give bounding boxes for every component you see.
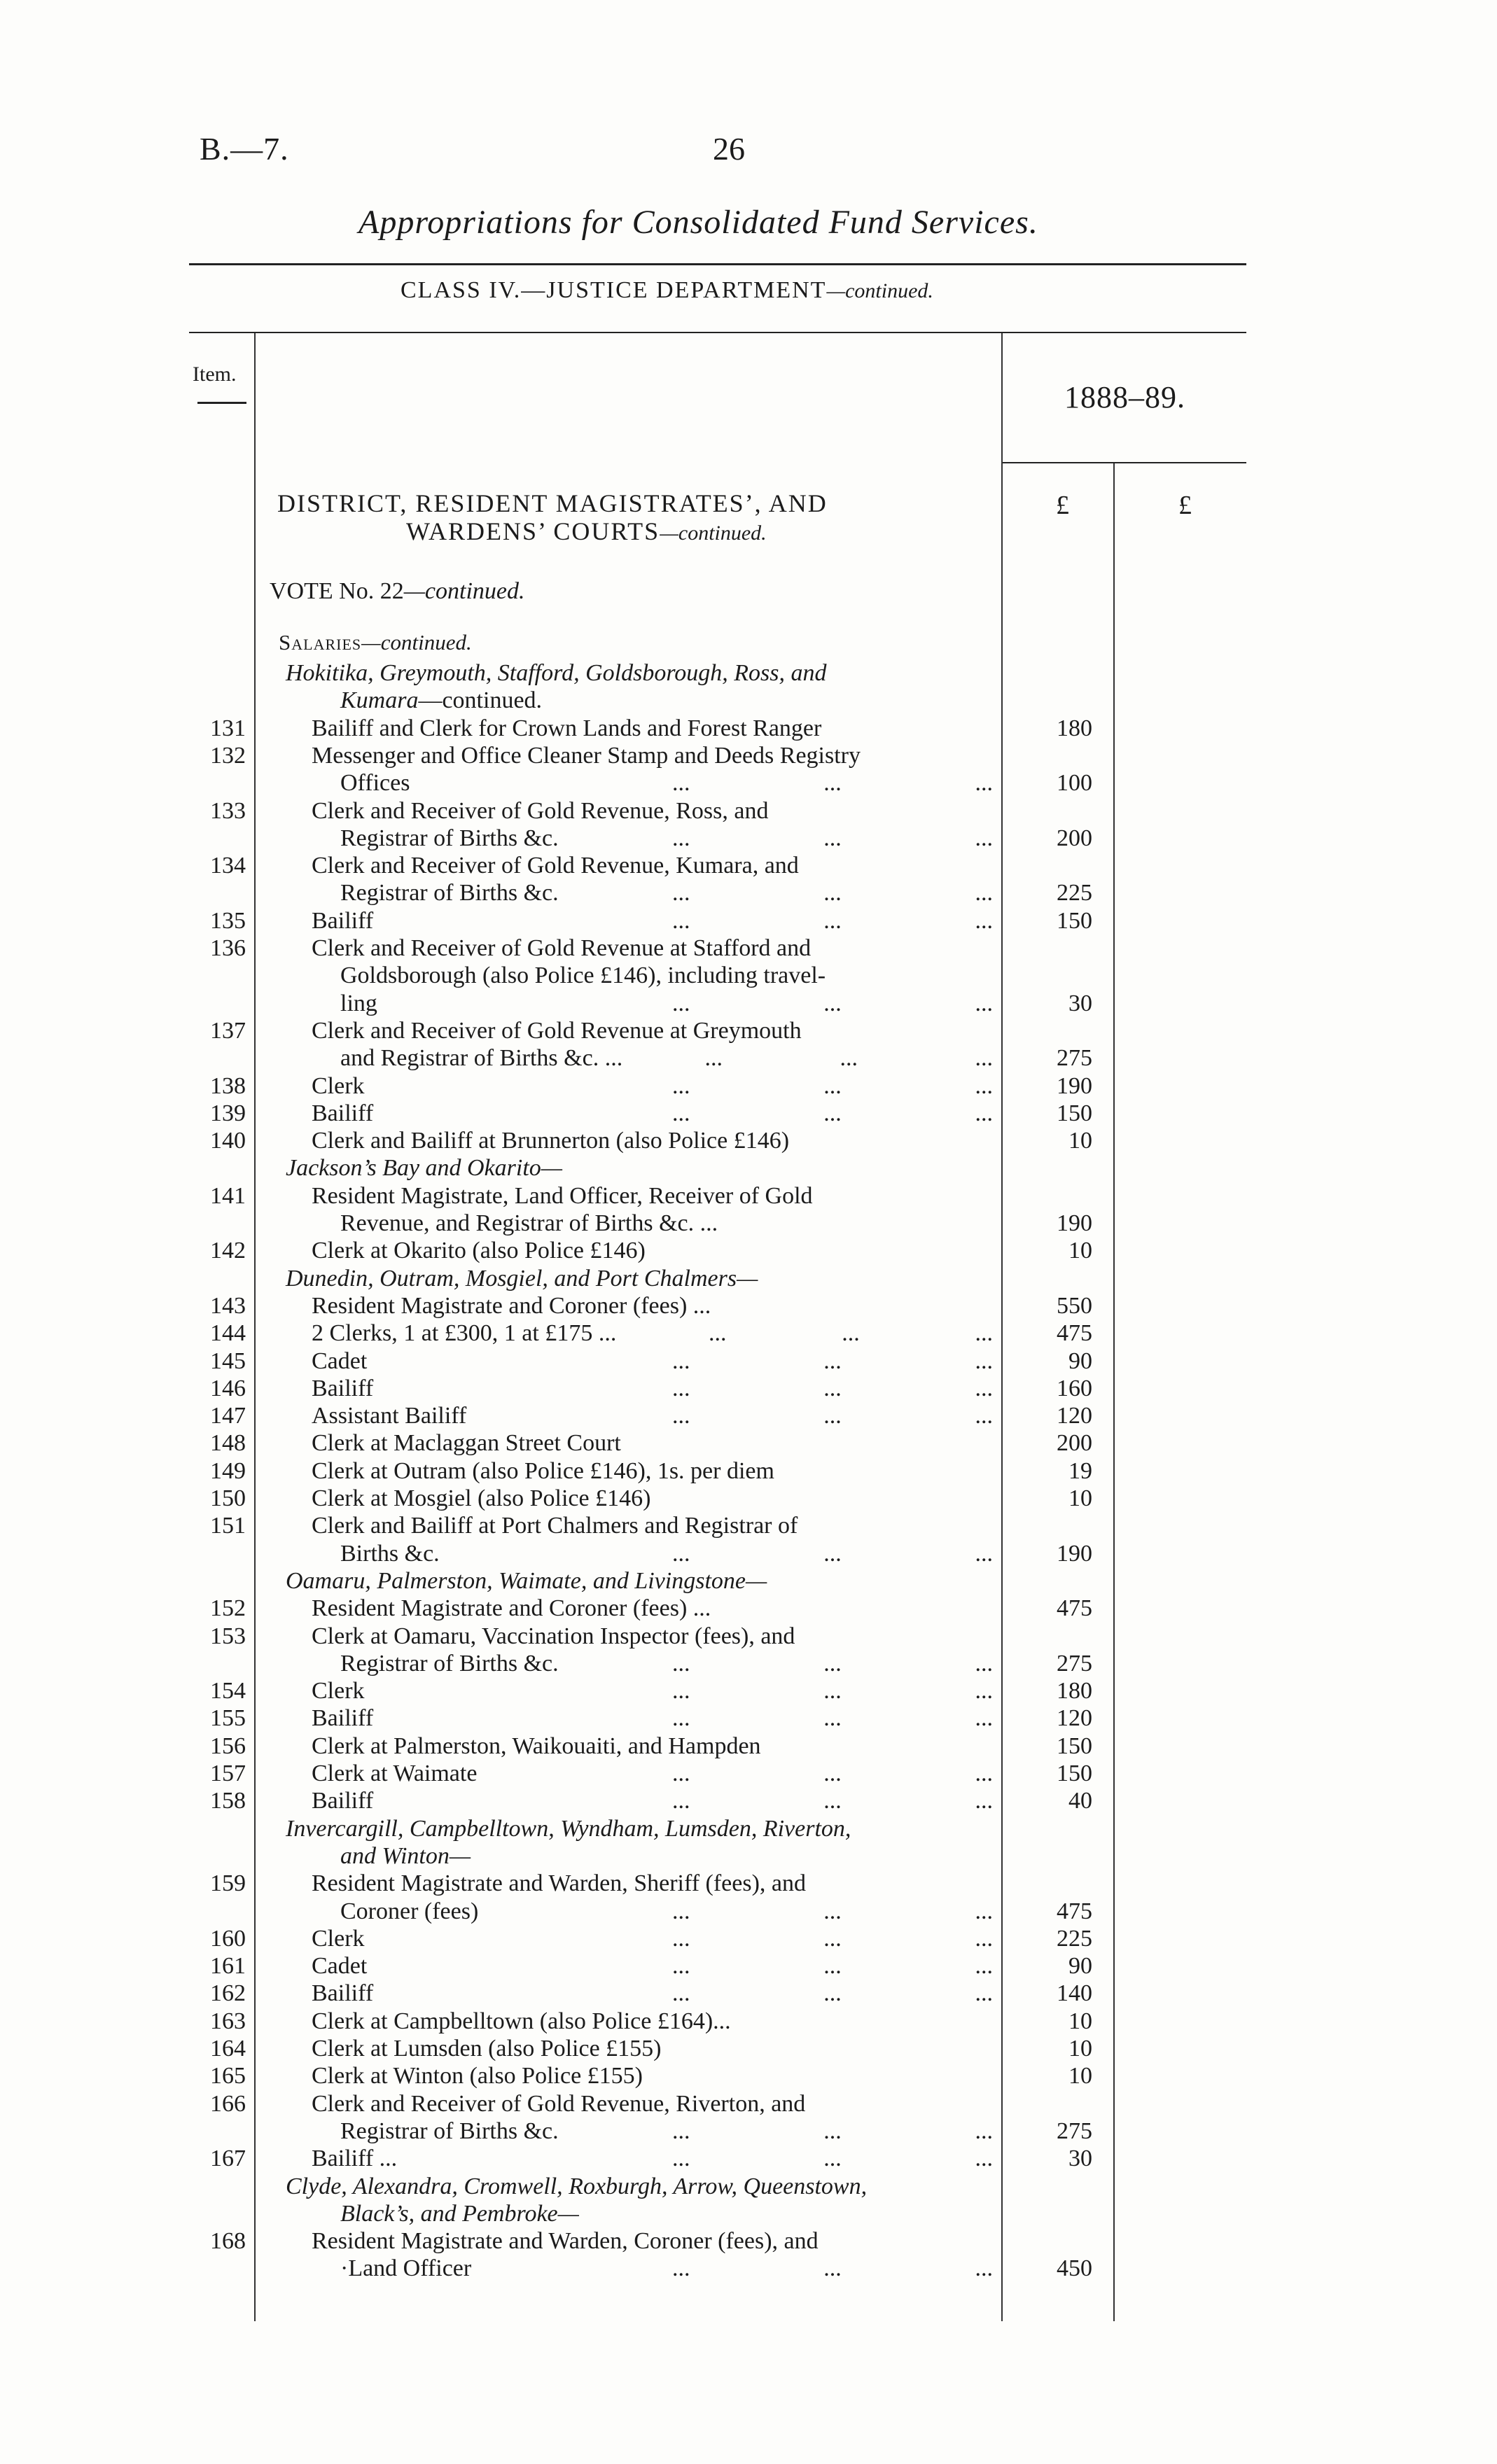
item-number: 134	[210, 853, 246, 878]
item-description: Cadet	[312, 1348, 368, 1374]
leader-dots: ... ... ...	[672, 825, 993, 851]
item-description: Clerk at Oamaru, Vaccination Inspector (fees), and	[312, 1623, 795, 1649]
item-description: Clerk and Bailiff at Brunnerton (also Police £146)	[312, 1128, 790, 1154]
page-title: Appropriations for Consolidated Fund Services.	[358, 204, 1038, 241]
table-row	[0, 1429, 1497, 1457]
table-row	[0, 1154, 1497, 1182]
amount-value: 550	[1057, 1293, 1092, 1319]
salaries-heading	[279, 630, 472, 655]
item-description: Bailiff	[312, 1100, 374, 1126]
table-row	[0, 715, 1497, 743]
table-row	[0, 1072, 1497, 1100]
leader-dots: ... ... ...	[672, 2255, 993, 2281]
item-description: Resident Magistrate and Coroner (fees) ...	[312, 1595, 711, 1621]
table-row	[0, 769, 1497, 797]
amount-value: 200	[1057, 1430, 1092, 1456]
leader-dots: ... ... ...	[672, 1403, 993, 1429]
item-description: Clerk and Receiver of Gold Revenue at Stafford and	[312, 935, 812, 961]
district-heading: Dunedin, Outram, Mosgiel, and Port Chalmers—	[286, 1266, 758, 1292]
table-row	[0, 1457, 1497, 1485]
year-header: 1888–89.	[1064, 380, 1185, 414]
amount-value: 180	[1057, 1678, 1092, 1704]
item-number: 160	[210, 1926, 246, 1952]
rule-year-under	[1003, 462, 1246, 463]
leader-dots: ... ... ...	[672, 2146, 993, 2171]
table-row	[0, 687, 1497, 715]
item-description: Resident Magistrate and Warden, Coroner (fees), and	[312, 2228, 819, 2254]
item-number: 138	[210, 1073, 246, 1099]
amount-value: 275	[1057, 1045, 1092, 1071]
leader-dots: ... ... ...	[672, 770, 993, 796]
table-row	[0, 825, 1497, 853]
rule-table-top	[189, 332, 1246, 333]
leader-dots: ... ... ...	[672, 1760, 993, 1786]
table-row	[0, 1512, 1497, 1540]
item-number: 152	[210, 1595, 246, 1621]
table-row	[0, 1787, 1497, 1815]
amount-value: 450	[1057, 2255, 1092, 2281]
item-description: Bailiff	[312, 1705, 374, 1731]
amount-value: 120	[1057, 1705, 1092, 1731]
leader-dots: ... ... ...	[672, 1898, 993, 1924]
item-number: 167	[210, 2146, 246, 2171]
item-description: ·Land Officer	[340, 2255, 472, 2281]
amount-value: 40	[1068, 1788, 1092, 1814]
leader-dots: ... ... ...	[672, 1926, 993, 1952]
leader-dots: ... ... ...	[672, 908, 993, 934]
district-heading: and Winton—	[340, 1843, 471, 1869]
item-number: 164	[210, 2036, 246, 2062]
salaries-label: Salaries	[279, 630, 362, 654]
item-number: 148	[210, 1430, 246, 1456]
table-row	[0, 2255, 1497, 2283]
table-row	[0, 797, 1497, 825]
item-number: 154	[210, 1678, 246, 1704]
table-row	[0, 1540, 1497, 1568]
item-description: Coroner (fees)	[340, 1898, 479, 1924]
item-number: 136	[210, 935, 246, 961]
vote-label: VOTE No. 22	[270, 578, 404, 604]
item-description: Clerk	[312, 1073, 365, 1099]
item-description: Clerk at Mosgiel (also Police £146)	[312, 1485, 651, 1511]
leader-dots: ... ... ...	[672, 1705, 993, 1731]
item-number: 165	[210, 2063, 246, 2089]
item-number: 151	[210, 1513, 246, 1539]
item-description: Clerk at Outram (also Police £146), 1s. per diem	[312, 1458, 774, 1484]
amount-value: 10	[1068, 1128, 1092, 1154]
continued-suffix: —continued.	[418, 687, 543, 713]
item-number: 159	[210, 1870, 246, 1896]
table-row	[0, 2035, 1497, 2063]
amount-value: 10	[1068, 2036, 1092, 2062]
amount-value: 200	[1057, 825, 1092, 851]
table-row	[0, 879, 1497, 907]
item-description: Resident Magistrate and Warden, Sheriff (fees), and	[312, 1870, 806, 1896]
item-number: 143	[210, 1293, 246, 1319]
item-description: Clerk at Palmerston, Waikouaiti, and Hampden	[312, 1733, 761, 1759]
item-description: Cadet	[312, 1953, 368, 1979]
amount-value: 225	[1057, 880, 1092, 906]
item-description: ling	[340, 990, 377, 1016]
item-description: Bailiff and Clerk for Crown Lands and Forest Ranger	[312, 715, 822, 741]
table-row	[0, 1348, 1497, 1376]
item-number: 141	[210, 1183, 246, 1209]
item-number: 145	[210, 1348, 246, 1374]
amount-value: 10	[1068, 2063, 1092, 2089]
item-description: Bailiff	[312, 1376, 374, 1401]
leader-dots: ... ... ...	[672, 1953, 993, 1979]
item-number: 132	[210, 743, 246, 769]
item-description: Clerk and Receiver of Gold Revenue, Ross, and	[312, 798, 769, 824]
vote-continued: —continued.	[403, 578, 525, 604]
item-number: 157	[210, 1760, 246, 1786]
amount-value: 190	[1057, 1210, 1092, 1236]
district-heading: Kumara—continued.	[340, 687, 543, 713]
item-description: Resident Magistrate, Land Officer, Receiver of Gold	[312, 1183, 813, 1209]
amount-value: 150	[1057, 1733, 1092, 1759]
table-row	[0, 1182, 1497, 1210]
table-row	[0, 1237, 1497, 1265]
district-heading: Black’s, and Pembroke—	[340, 2201, 579, 2227]
table-row	[0, 2062, 1497, 2090]
leader-dots: ... ... ...	[672, 1541, 993, 1567]
item-number: 162	[210, 1980, 246, 2006]
table-row	[0, 1732, 1497, 1760]
item-number: 161	[210, 1953, 246, 1979]
item-number: 163	[210, 2008, 246, 2034]
amount-value: 10	[1068, 1485, 1092, 1511]
leader-dots: ... ... ...	[672, 1651, 993, 1676]
item-number: 155	[210, 1705, 246, 1731]
section-heading: DISTRICT, RESIDENT MAGISTRATES’, AND	[277, 489, 828, 517]
amount-value: 225	[1057, 1926, 1092, 1952]
item-description: Registrar of Births &c.	[340, 2118, 559, 2144]
table-row	[0, 2227, 1497, 2255]
table-row	[0, 907, 1497, 935]
leader-dots: ... ... ...	[672, 1073, 993, 1099]
amount-value: 150	[1057, 1100, 1092, 1126]
table-row	[0, 1127, 1497, 1155]
item-description: Clerk at Campbelltown (also Police £164)...	[312, 2008, 731, 2034]
class-continued: —continued.	[826, 279, 933, 302]
district-heading: Hokitika, Greymouth, Stafford, Goldsborough, Ross, and	[286, 660, 827, 686]
item-number: 168	[210, 2228, 246, 2254]
table-row	[0, 1650, 1497, 1678]
table-row	[0, 990, 1497, 1018]
item-description: Births &c.	[340, 1541, 440, 1567]
item-description: Revenue, and Registrar of Births &c. ...	[340, 1210, 718, 1236]
amount-value: 475	[1057, 1898, 1092, 1924]
table-row	[0, 2173, 1497, 2201]
amount-value: 30	[1068, 2146, 1092, 2171]
table-row	[0, 1760, 1497, 1788]
item-description: Registrar of Births &c.	[340, 880, 559, 906]
table-row	[0, 1017, 1497, 1045]
item-number: 150	[210, 1485, 246, 1511]
item-number: 149	[210, 1458, 246, 1484]
amount-value: 190	[1057, 1541, 1092, 1567]
class-label: CLASS IV.—JUSTICE DEPARTMENT	[401, 277, 827, 303]
table-row	[0, 1870, 1497, 1898]
table-row	[0, 659, 1497, 687]
leader-dots: ... ... ...	[672, 1376, 993, 1401]
leader-dots: ... ... ...	[672, 990, 993, 1016]
amount-value: 180	[1057, 715, 1092, 741]
amount-value: 120	[1057, 1403, 1092, 1429]
item-description: Clerk	[312, 1926, 365, 1952]
amount-value: 275	[1057, 1651, 1092, 1676]
item-number: 131	[210, 715, 246, 741]
item-description: Clerk at Lumsden (also Police £155)	[312, 2036, 662, 2062]
leader-dots: ... ... ...	[709, 1320, 993, 1346]
amount-value: 475	[1057, 1595, 1092, 1621]
table-row	[0, 1980, 1497, 2008]
table-row	[0, 1100, 1497, 1128]
item-number: 135	[210, 908, 246, 934]
item-description: Resident Magistrate and Coroner (fees) ...	[312, 1293, 711, 1319]
item-number: 153	[210, 1623, 246, 1649]
rule-top	[189, 263, 1246, 265]
class-heading	[401, 277, 933, 304]
item-description: Offices	[340, 770, 410, 796]
table-row	[0, 1044, 1497, 1072]
item-description: Messenger and Office Cleaner Stamp and Deeds Registry	[312, 743, 861, 769]
table-row	[0, 1320, 1497, 1348]
item-number: 166	[210, 2091, 246, 2117]
item-number: 142	[210, 1238, 246, 1264]
item-description: Registrar of Births &c.	[340, 825, 559, 851]
table-row	[0, 1265, 1497, 1293]
item-description: Bailiff	[312, 1788, 374, 1814]
leader-dots: ... ... ...	[672, 1980, 993, 2006]
table-row	[0, 1485, 1497, 1513]
item-description: Clerk at Waimate	[312, 1760, 478, 1786]
table-row	[0, 1567, 1497, 1595]
section-heading-wardens: WARDENS’ COURTS	[406, 517, 660, 545]
table-row	[0, 1677, 1497, 1705]
vote-heading	[270, 578, 525, 605]
item-description: Clerk and Bailiff at Port Chalmers and Registrar of	[312, 1513, 798, 1539]
amount-value: 475	[1057, 1320, 1092, 1346]
item-number: 133	[210, 798, 246, 824]
table-row	[0, 1925, 1497, 1953]
item-description: Clerk	[312, 1678, 365, 1704]
amount-value: 275	[1057, 2118, 1092, 2144]
amount-value: 150	[1057, 908, 1092, 934]
amount-value: 190	[1057, 1073, 1092, 1099]
table-row	[0, 1595, 1497, 1623]
table-row	[0, 1292, 1497, 1320]
table-row	[0, 742, 1497, 770]
page-number: 26	[713, 131, 745, 167]
district-heading: Invercargill, Campbelltown, Wyndham, Lumsden, Riverton,	[286, 1816, 851, 1842]
table-row	[0, 852, 1497, 880]
item-description: Clerk at Okarito (also Police £146)	[312, 1238, 646, 1264]
item-number: 144	[210, 1320, 246, 1346]
district-heading: Jackson’s Bay and Okarito—	[286, 1155, 563, 1181]
district-heading: Clyde, Alexandra, Cromwell, Roxburgh, Arrow, Queenstown,	[286, 2174, 868, 2199]
item-description: Bailiff ...	[312, 2146, 398, 2171]
item-description: Clerk at Maclaggan Street Court	[312, 1430, 621, 1456]
document-reference: B.—7.	[200, 131, 289, 167]
leader-dots: ... ... ...	[672, 1348, 993, 1374]
amount-value: 90	[1068, 1348, 1092, 1374]
district-heading: Oamaru, Palmerston, Waimate, and Livingstone—	[286, 1568, 767, 1594]
table-row	[0, 2200, 1497, 2228]
leader-dots: ... ... ...	[672, 1100, 993, 1126]
amount-value: 19	[1068, 1458, 1092, 1484]
leader-dots: ... ... ...	[672, 1788, 993, 1814]
item-header-dash	[197, 402, 246, 404]
table-row	[0, 2118, 1497, 2146]
item-description: Assistant Bailiff	[312, 1403, 467, 1429]
table-row	[0, 2090, 1497, 2118]
table-row	[0, 2008, 1497, 2036]
amount-value: 100	[1057, 770, 1092, 796]
item-number: 139	[210, 1100, 246, 1126]
table-row	[0, 2145, 1497, 2173]
item-number: 137	[210, 1018, 246, 1044]
item-number: 156	[210, 1733, 246, 1759]
section-continued: —continued.	[660, 522, 767, 545]
item-number: 147	[210, 1403, 246, 1429]
table-row	[0, 1952, 1497, 1980]
table-row	[0, 1842, 1497, 1870]
item-description: Bailiff	[312, 1980, 374, 2006]
item-description: Clerk and Receiver of Gold Revenue at Greymouth	[312, 1018, 802, 1044]
amount-value: 150	[1057, 1760, 1092, 1786]
pound-symbol-col2: £	[1178, 491, 1192, 520]
section-heading-line2	[406, 517, 767, 546]
amount-value: 30	[1068, 990, 1092, 1016]
amount-value: 140	[1057, 1980, 1092, 2006]
amount-value: 10	[1068, 2008, 1092, 2034]
leader-dots: ... ... ...	[672, 2118, 993, 2144]
leader-dots: ... ... ...	[704, 1045, 993, 1071]
table-row	[0, 1815, 1497, 1843]
table-row	[0, 1898, 1497, 1926]
item-description: Clerk and Receiver of Gold Revenue, Kumara, and	[312, 853, 799, 878]
item-column-header: Item.	[193, 363, 237, 386]
leader-dots: ... ... ...	[672, 1678, 993, 1704]
item-description: 2 Clerks, 1 at £300, 1 at £175 ...	[312, 1320, 617, 1346]
table-row	[0, 962, 1497, 990]
item-number: 158	[210, 1788, 246, 1814]
salaries-continued: —continued.	[361, 630, 472, 654]
amount-value: 10	[1068, 1238, 1092, 1264]
amount-value: 160	[1057, 1376, 1092, 1401]
item-number: 140	[210, 1128, 246, 1154]
table-row	[0, 934, 1497, 962]
pound-symbol-col1: £	[1056, 491, 1069, 520]
table-row	[0, 1704, 1497, 1732]
leader-dots: ... ... ...	[672, 880, 993, 906]
table-row	[0, 1623, 1497, 1651]
table-row	[0, 1375, 1497, 1403]
item-description: Goldsborough (also Police £146), including travel-	[340, 962, 826, 988]
item-description: Clerk at Winton (also Police £155)	[312, 2063, 643, 2089]
item-description: Bailiff	[312, 908, 374, 934]
table-row	[0, 1402, 1497, 1430]
table-row	[0, 1210, 1497, 1238]
item-description: Registrar of Births &c.	[340, 1651, 559, 1676]
item-number: 146	[210, 1376, 246, 1401]
amount-value: 90	[1068, 1953, 1092, 1979]
item-description: and Registrar of Births &c. ...	[340, 1045, 623, 1071]
item-description: Clerk and Receiver of Gold Revenue, Riverton, and	[312, 2091, 806, 2117]
